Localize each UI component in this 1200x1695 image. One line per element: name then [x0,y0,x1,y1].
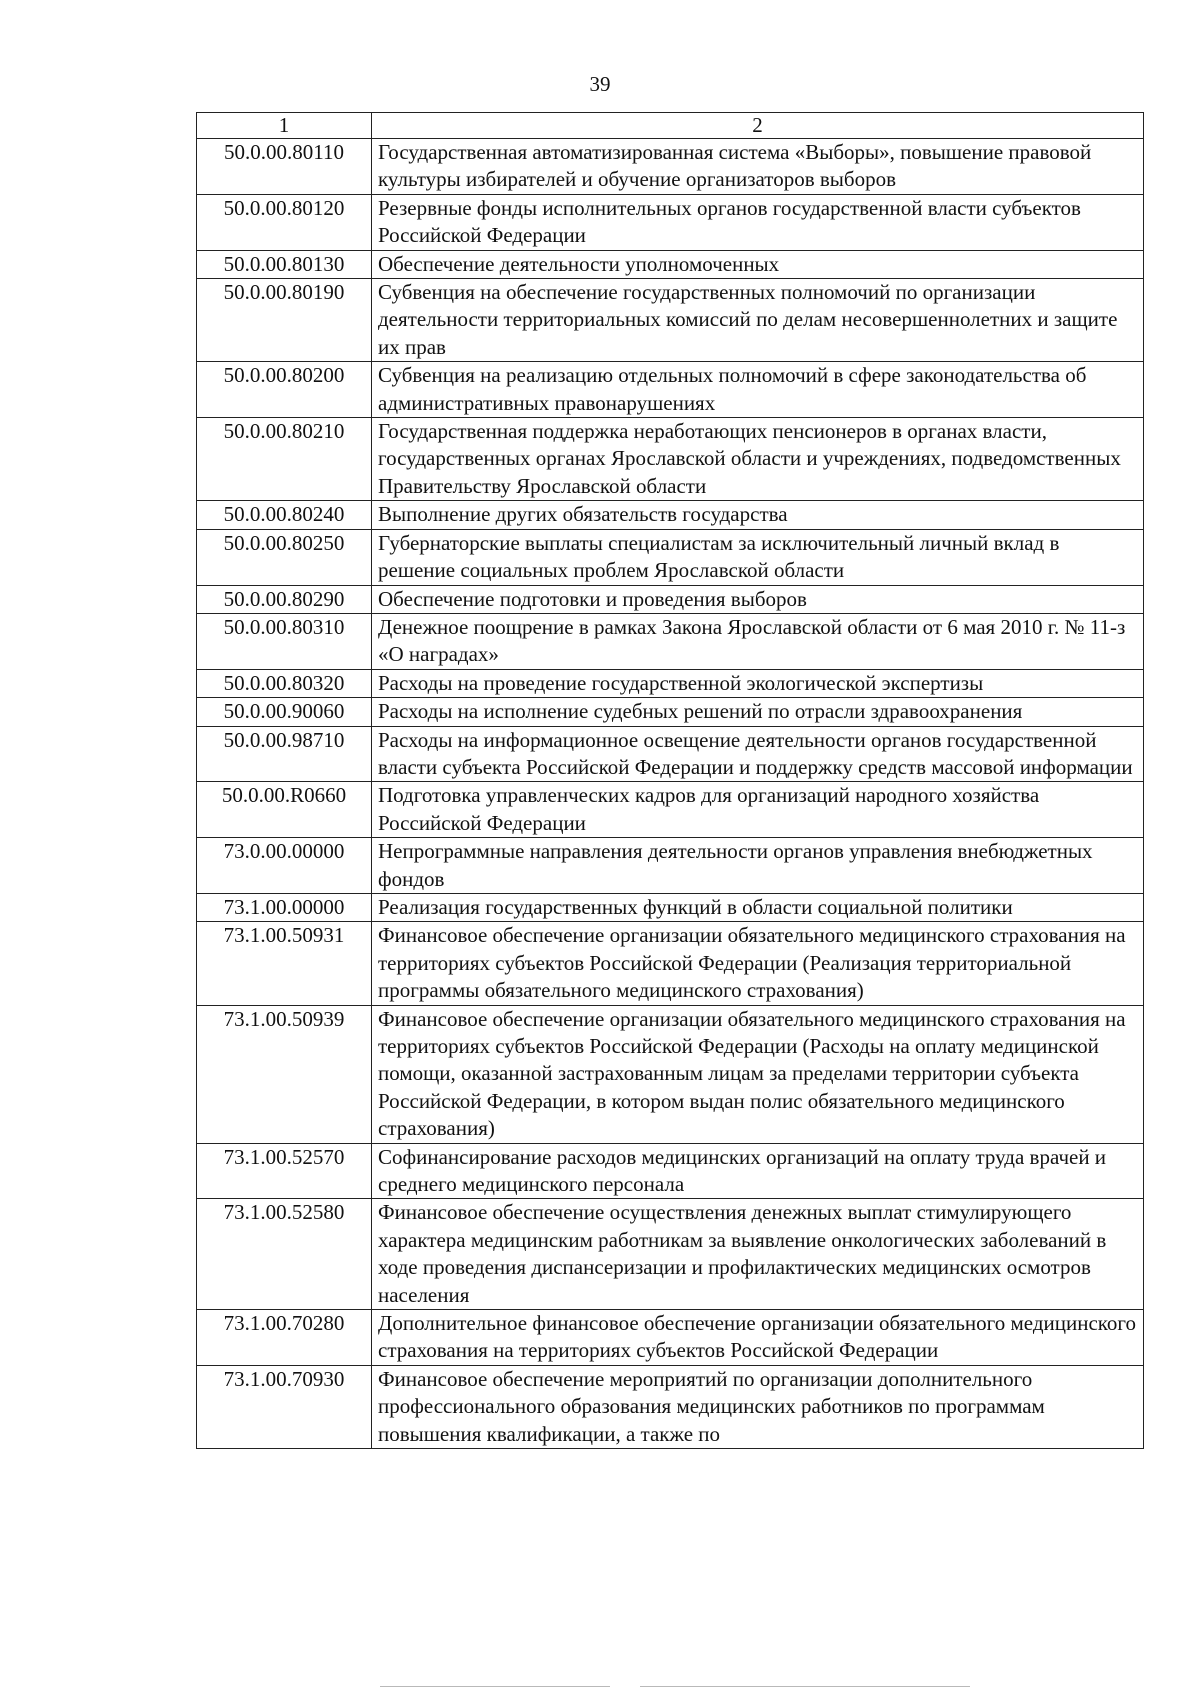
row-description: Государственная автоматизированная система «Выборы», повышение правовой культуры избирателей и обучение организаторов выборов [372,139,1144,195]
row-code: 50.0.00.80310 [197,613,372,669]
row-code: 73.1.00.52570 [197,1143,372,1199]
table-row [197,501,1144,529]
table-row [197,669,1144,697]
table-row [197,418,1144,501]
row-description: Подготовка управленческих кадров для организаций народного хозяйства Российской Федерации [372,782,1144,838]
row-code: 73.1.00.50931 [197,922,372,1005]
table-row [197,726,1144,782]
table-row [197,922,1144,1005]
budget-classification-table [196,112,1144,1449]
table-row [197,782,1144,838]
page-number: 39 [589,72,611,96]
table-header-row [197,113,1144,139]
row-code: 50.0.00.90060 [197,698,372,726]
table-row [197,250,1144,278]
scan-edge-line [640,1686,970,1687]
row-code: 50.0.00.80290 [197,585,372,613]
row-code: 50.0.00.80250 [197,529,372,585]
table-body [197,113,1144,1449]
row-code: 73.1.00.70280 [197,1310,372,1366]
row-description: Расходы на проведение государственной экологической экспертизы [372,669,1144,697]
table-row [197,529,1144,585]
row-code: 73.1.00.00000 [197,893,372,921]
row-code: 50.0.00.R0660 [197,782,372,838]
row-code: 73.0.00.00000 [197,838,372,894]
row-code: 73.1.00.50939 [197,1005,372,1143]
table-row [197,838,1144,894]
row-description: Денежное поощрение в рамках Закона Ярославской области от 6 мая 2010 г. № 11-з «О наградах» [372,613,1144,669]
row-description: Субвенция на реализацию отдельных полномочий в сфере законодательства об административных правонарушениях [372,362,1144,418]
table-row [197,139,1144,195]
row-code: 50.0.00.80320 [197,669,372,697]
column-header-description: 2 [372,113,1144,139]
table-row [197,893,1144,921]
row-description: Субвенция на обеспечение государственных полномочий по организации деятельности территориальных комиссий по делам несовершеннолетних и защите их прав [372,279,1144,362]
column-header-code: 1 [197,113,372,139]
scan-edge-line [380,1686,610,1687]
row-description: Выполнение других обязательств государства [372,501,1144,529]
row-description: Обеспечение подготовки и проведения выборов [372,585,1144,613]
table-row [197,1365,1144,1448]
row-description: Резервные фонды исполнительных органов государственной власти субъектов Российской Федерации [372,194,1144,250]
row-description: Дополнительное финансовое обеспечение организации обязательного медицинского страхования на территориях субъектов Российской Федерации [372,1310,1144,1366]
row-code: 50.0.00.80240 [197,501,372,529]
table-row [197,279,1144,362]
row-code: 50.0.00.80210 [197,418,372,501]
table-row [197,194,1144,250]
row-code: 73.1.00.70930 [197,1365,372,1448]
row-code: 73.1.00.52580 [197,1199,372,1310]
table-row [197,1199,1144,1310]
row-description: Реализация государственных функций в области социальной политики [372,893,1144,921]
row-description: Финансовое обеспечение организации обязательного медицинского страхования на территориях субъектов Российской Федерации (Расходы на оплату медицинской помощи, оказанной застрахованным лицам за пределами территории субъекта Российской Федерации, в котором выдан полис обязательного медицинского страхования) [372,1005,1144,1143]
table-row [197,1005,1144,1143]
row-code: 50.0.00.80190 [197,279,372,362]
row-description: Расходы на исполнение судебных решений по отрасли здравоохранения [372,698,1144,726]
table-row [197,362,1144,418]
table-row [197,613,1144,669]
row-description: Губернаторские выплаты специалистам за исключительный личный вклад в решение социальных проблем Ярославской области [372,529,1144,585]
table-row [197,585,1144,613]
row-code: 50.0.00.98710 [197,726,372,782]
row-description: Финансовое обеспечение осуществления денежных выплат стимулирующего характера медицинским работникам за выявление онкологических заболеваний в ходе проведения диспансеризации и профилактических медицинских осмотров населения [372,1199,1144,1310]
row-description: Государственная поддержка неработающих пенсионеров в органах власти, государственных органах Ярославской области и учреждениях, подведомственных Правительству Ярославской области [372,418,1144,501]
row-code: 50.0.00.80120 [197,194,372,250]
row-description: Софинансирование расходов медицинских организаций на оплату труда врачей и среднего медицинского персонала [372,1143,1144,1199]
row-description: Расходы на информационное освещение деятельности органов государственной власти субъекта Российской Федерации и поддержку средств массовой информации [372,726,1144,782]
row-description: Финансовое обеспечение мероприятий по организации дополнительного профессионального образования медицинских работников по программам повышения квалификации, а также по [372,1365,1144,1448]
row-description: Непрограммные направления деятельности органов управления внебюджетных фондов [372,838,1144,894]
row-code: 50.0.00.80130 [197,250,372,278]
table-row [197,1310,1144,1366]
row-description: Финансовое обеспечение организации обязательного медицинского страхования на территориях субъектов Российской Федерации (Реализация территориальной программы обязательного медицинского страхования) [372,922,1144,1005]
table-row [197,1143,1144,1199]
row-code: 50.0.00.80200 [197,362,372,418]
row-code: 50.0.00.80110 [197,139,372,195]
row-description: Обеспечение деятельности уполномоченных [372,250,1144,278]
table-row [197,698,1144,726]
